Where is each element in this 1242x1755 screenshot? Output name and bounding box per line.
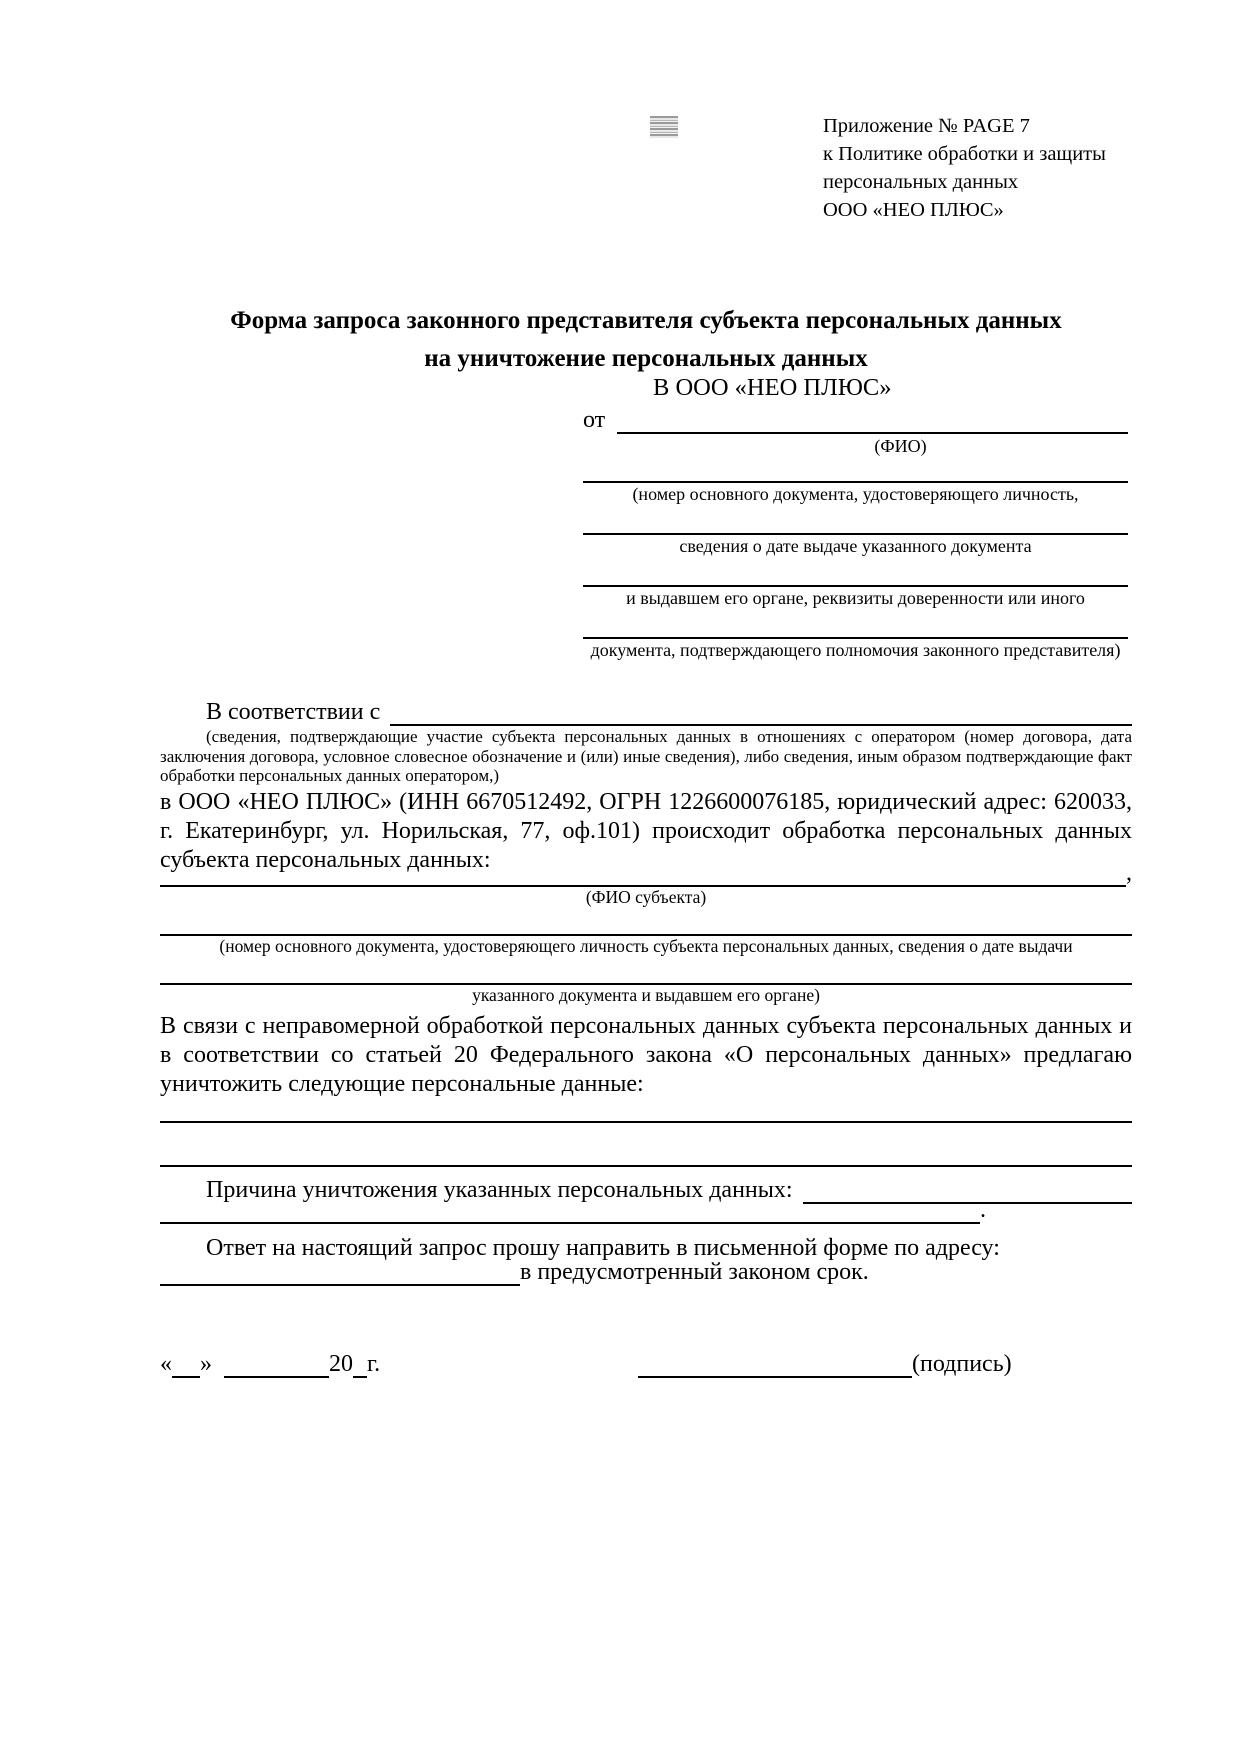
signature-blank-underline xyxy=(638,1371,912,1378)
date-field xyxy=(160,1351,380,1378)
year-suffix: г. xyxy=(367,1351,381,1377)
date-signature-row xyxy=(160,1344,1132,1378)
month-blank-underline xyxy=(224,1371,329,1378)
accordance-section xyxy=(160,698,1132,875)
subject-fields xyxy=(160,860,1132,1006)
field-caption: и выдавшем его органе, реквизиты доверенности или иного xyxy=(626,588,1085,608)
representative-doc-field xyxy=(583,557,1128,609)
document-title xyxy=(160,302,1132,378)
blank-underline xyxy=(160,1217,980,1224)
field-caption: (номер основного документа, удостоверяющего личность субъекта персональных данных, сведения о дате выдачи xyxy=(219,936,1073,956)
accordance-lead: В соответствии с xyxy=(206,699,381,725)
representative-doc-field xyxy=(583,456,1128,505)
year-prefix: 20 xyxy=(329,1351,353,1377)
request-paragraph: В связи с неправомерной обработкой персональных данных субъекта персональных данных и в соответствии со статьей 20 Федерального закона «О персональных данных» предлагаю уничтожить следующие персональные данные: xyxy=(160,1013,1132,1097)
blank-underline xyxy=(160,1279,520,1286)
reply-term-text: в предусмотренный законом срок. xyxy=(520,1259,869,1285)
representative-doc-field xyxy=(583,609,1128,661)
blank-underline xyxy=(390,719,1132,726)
blank-underline xyxy=(583,456,1128,483)
fio-caption: (ФИО) xyxy=(874,436,927,456)
blank-underline xyxy=(160,908,1132,936)
field-caption: сведения о дате выдаче указанного документа xyxy=(679,536,1032,556)
representative-doc-field xyxy=(583,505,1128,557)
header-note xyxy=(823,112,1106,224)
blank-underline xyxy=(583,505,1128,535)
reply-term-row xyxy=(160,1259,1132,1286)
year-blank-underline xyxy=(353,1371,367,1378)
operator-paragraph: в ООО «НЕО ПЛЮС» (ИНН 6670512492, ОГРН 1226600076185, юридический адрес: 620033, г. Екатеринбург, ул. Норильская, 77, оф.101) происходит обработка персональных данных субъекта персональных данных: xyxy=(160,788,1132,873)
addressee-to: В ООО «НЕО ПЛЮС» xyxy=(653,374,892,401)
subject-fio-row xyxy=(160,860,1132,887)
subject-doc-field xyxy=(160,908,1132,957)
reply-address-line: Ответ на настоящий запрос прошу направить в письменной форме по адресу: xyxy=(206,1235,1000,1261)
sentence-period: . xyxy=(980,1197,986,1223)
blank-underline xyxy=(160,1121,1132,1123)
trailing-comma: , xyxy=(1126,860,1132,886)
addressee-block xyxy=(583,372,1128,661)
reason-label: Причина уничтожения указанных персональных данных: xyxy=(206,1177,793,1203)
field-caption: документа, подтверждающего полномочия законного представителя) xyxy=(590,640,1121,660)
header-note-line-3: персональных данных xyxy=(823,171,1019,193)
signature-field xyxy=(638,1351,1012,1378)
signature-caption: (подпись) xyxy=(912,1351,1012,1377)
day-blank-underline xyxy=(172,1371,200,1378)
from-row xyxy=(583,408,1128,434)
blank-underline xyxy=(583,557,1128,587)
blank-underline xyxy=(160,957,1132,985)
blank-underline xyxy=(160,1165,1132,1167)
title-line-2: на уничтожение персональных данных xyxy=(424,345,868,372)
from-name-blank-line xyxy=(617,427,1128,434)
header-note-line-4: ООО «НЕО ПЛЮС» xyxy=(823,199,1004,221)
subject-fio-caption: (ФИО субъекта) xyxy=(585,887,707,907)
quote-open: « xyxy=(160,1351,172,1377)
blank-underline xyxy=(160,880,1126,887)
from-label: от xyxy=(583,407,606,433)
field-caption: указанного документа и выдавшем его органе) xyxy=(472,985,820,1005)
reason-continuation-row xyxy=(160,1197,1132,1224)
accordance-lead-row xyxy=(160,698,1132,726)
subject-doc-field xyxy=(160,957,1132,1006)
header-note-line-2: к Политике обработки и защиты xyxy=(823,143,1106,165)
title-line-1: Форма запроса законного представителя субъекта персональных данных xyxy=(230,307,1062,334)
accordance-note: (сведения, подтверждающие участие субъекта персональных данных в отношениях с оператором (номер договора, дата заключения договора, условное словесное обозначение и (или) иные сведения), либо сведения, иным образом подтверждающие факт обработки персональных данных оператором,) xyxy=(160,727,1132,785)
reason-row xyxy=(160,1172,1132,1204)
quote-close: » xyxy=(200,1351,212,1377)
blank-underline xyxy=(803,1197,1132,1204)
header-note-line-1: Приложение № PAGE 7 xyxy=(823,115,1030,137)
field-caption: (номер основного документа, удостоверяющего личность, xyxy=(632,484,1079,504)
striped-placeholder-icon xyxy=(650,116,678,138)
blank-underline xyxy=(583,609,1128,639)
